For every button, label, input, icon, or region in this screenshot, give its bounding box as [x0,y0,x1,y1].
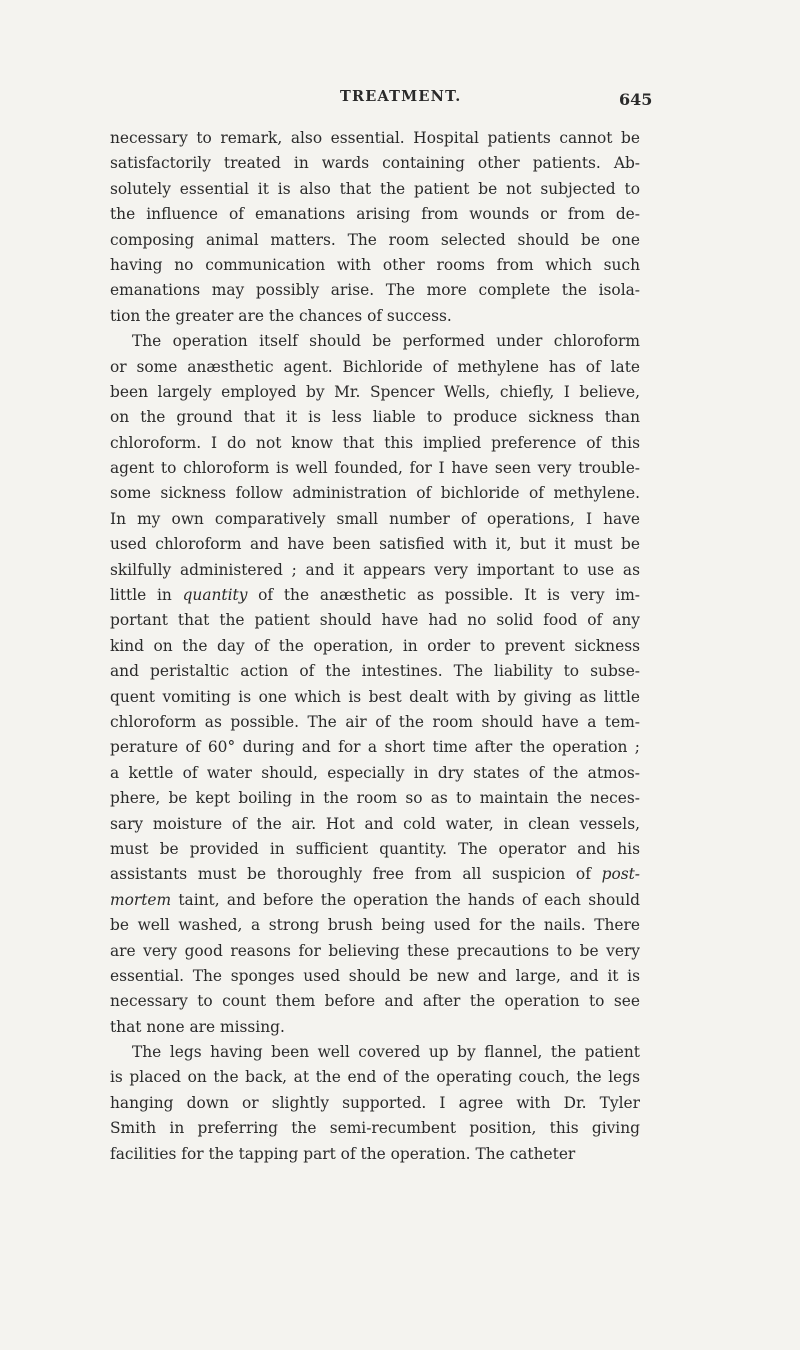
text-line [110,939,640,964]
text-line [110,634,640,659]
text-line [110,735,640,760]
text-line [110,151,640,176]
line-content: are very good reasons for believing these precautions to be very [110,941,640,960]
text-line [110,481,640,506]
line-content: In my own comparatively small number of operations, I have [110,509,640,528]
text-line [110,431,640,456]
line-content: that none are missing. [110,1017,285,1036]
text-line [110,913,640,938]
italic-term: mortem [110,890,172,909]
italic-term: post- [601,865,640,884]
text-line [110,786,640,811]
line-content: The operation itself should be performed under chloroform [132,332,640,351]
text-line [110,558,640,583]
line-content: emanations may possibly arise. The more complete the isola- [110,281,640,300]
line-content: is placed on the back, at the end of the operating couch, the legs [110,1068,640,1087]
line-content: portant that the patient should have had no solid food of any [110,611,640,630]
line-content: essential. The sponges used should be new and large, and it is [110,966,640,985]
line-content: been largely employed by Mr. Spencer Wells, chiefly, I believe, [110,382,640,401]
text-line [110,608,640,633]
text-line [110,761,640,786]
line-content: necessary to remark, also essential. Hospital patients cannot be [110,129,640,147]
line-content: Smith in preferring the semi-recumbent position, this giving [110,1119,640,1138]
text-line [110,989,640,1014]
line-content: quent vomiting is one which is best dealt with by giving as little [110,687,640,706]
text-line [110,710,640,735]
text-line [110,685,640,710]
italic-term: quantity [182,586,248,605]
text-line [110,1040,640,1065]
line-content [110,583,640,608]
body-text [110,126,640,1167]
line-content: must be provided in sufficient quantity. The operator and his [110,839,640,858]
text-line [110,456,640,481]
text-line [110,1116,640,1141]
line-content: necessary to count them before and after the operation to see [110,992,640,1011]
line-content: chloroform. I do not know that this implied preference of this [110,433,640,452]
text-line [110,1065,640,1090]
text-span: assistants must be thoroughly free from all suspicion of [110,865,602,884]
line-content: or some anæsthetic agent. Bichloride of methylene has of late [110,357,640,376]
line-content: used chloroform and have been satisfied with it, but it must be [110,535,640,554]
line-content: satisfactorily treated in wards containing other patients. Ab- [110,154,640,173]
text-line [110,1142,640,1167]
running-head [0,88,800,110]
line-content: having no communication with other rooms from which such [110,255,640,274]
text-line [110,888,640,913]
line-content: chloroform as possible. The air of the room should have a tem- [110,712,640,731]
line-content: a kettle of water should, especially in dry states of the atmos- [110,763,640,782]
text-line [110,228,640,253]
text-line [110,837,640,862]
text-line [110,202,640,227]
text-line [110,532,640,557]
text-line [110,1015,640,1040]
text-line [110,329,640,354]
text-line [110,304,640,329]
line-content: the influence of emanations arising from wounds or from de- [110,205,640,224]
text-line [110,405,640,430]
line-content: tion the greater are the chances of success. [110,306,452,325]
line-content [110,888,640,913]
text-line [110,964,640,989]
page-number: 645 [619,90,653,109]
text-line [110,380,640,405]
text-line [110,253,640,278]
line-content: sary moisture of the air. Hot and cold water, in clean vessels, [110,814,640,833]
line-content: kind on the day of the operation, in order to prevent sickness [110,636,640,655]
line-content [110,862,640,887]
text-line [110,812,640,837]
line-content: hanging down or slightly supported. I agree with Dr. Tyler [110,1093,640,1112]
text-line [110,278,640,303]
text-line [110,862,640,887]
text-line [110,126,640,151]
line-content: be well washed, a strong brush being used for the nails. There [110,916,640,935]
running-title: TREATMENT. [340,88,462,105]
line-content: solutely essential it is also that the patient be not subjected to [110,179,640,198]
line-content: The legs having been well covered up by flannel, the patient [132,1043,640,1062]
text-span: little in [110,586,183,605]
text-line [110,583,640,608]
line-content: composing animal matters. The room selected should be one [110,230,640,249]
text-line [110,507,640,532]
line-content: some sickness follow administration of bichloride of methylene. [110,484,640,503]
text-line [110,177,640,202]
line-content: facilities for the tapping part of the operation. The catheter [110,1144,576,1163]
text-line [110,659,640,684]
text-span: of the anæsthetic as possible. It is very im- [247,586,640,605]
text-line [110,355,640,380]
line-content: phere, be kept boiling in the room so as to maintain the neces- [110,789,640,808]
line-content: agent to chloroform is well founded, for I have seen very trouble- [110,459,640,478]
line-content: skilfully administered ; and it appears very important to use as [110,560,640,579]
line-content: on the ground that it is less liable to produce sickness than [110,408,640,427]
text-span: taint, and before the operation the hands of each should [171,890,640,909]
text-line [110,1091,640,1116]
line-content: and peristaltic action of the intestines. The liability to subse- [110,662,640,681]
line-content: perature of 60° during and for a short time after the operation ; [110,738,640,757]
